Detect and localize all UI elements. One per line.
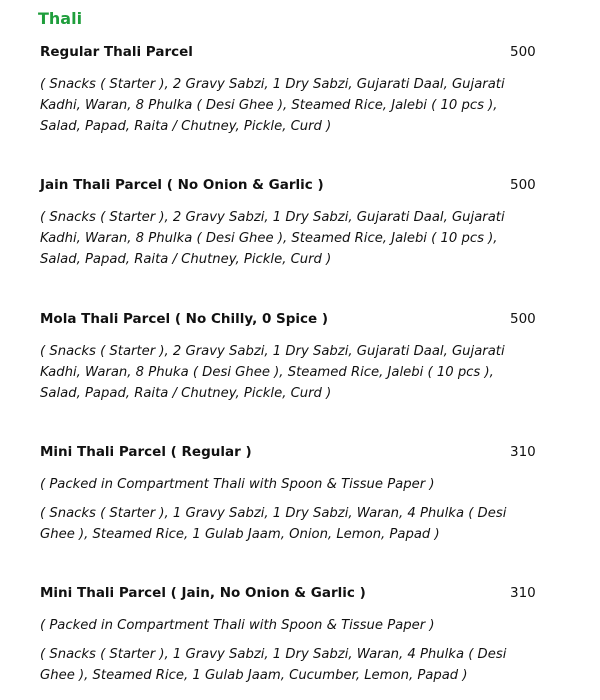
item-name: Jain Thali Parcel ( No Onion & Garlic ) — [40, 177, 324, 193]
menu-item-regular-thali — [38, 44, 578, 137]
menu-item-mini-thali-regular — [38, 444, 578, 545]
section-title: Thali — [38, 9, 83, 28]
item-description — [38, 644, 576, 686]
item-name: Regular Thali Parcel — [40, 44, 193, 60]
menu-item-header — [38, 44, 578, 66]
description-line: Ghee ), Steamed Rice, 1 Gulab Jaam, Onion, Lemon, Papad ) — [40, 527, 440, 542]
item-description — [38, 503, 576, 545]
description-line: Kadhi, Waran, 8 Phulka ( Desi Ghee ), Steamed Rice, Jalebi ( 10 pcs ), — [40, 98, 498, 113]
item-price: 500 — [510, 177, 536, 193]
description-line: ( Snacks ( Starter ), 1 Gravy Sabzi, 1 Dry Sabzi, Waran, 4 Phulka ( Desi — [40, 647, 507, 662]
description-line: ( Snacks ( Starter ), 2 Gravy Sabzi, 1 Dry Sabzi, Gujarati Daal, Gujarati — [40, 210, 505, 225]
description-line: ( Snacks ( Starter ), 2 Gravy Sabzi, 1 Dry Sabzi, Gujarati Daal, Gujarati — [40, 344, 505, 359]
menu-item-header — [38, 311, 578, 333]
menu-item-header — [38, 585, 578, 607]
description-line: Ghee ), Steamed Rice, 1 Gulab Jaam, Cucumber, Lemon, Papad ) — [40, 668, 468, 683]
item-price: 500 — [510, 44, 536, 60]
description-line: Salad, Papad, Raita / Chutney, Pickle, Curd ) — [40, 252, 332, 267]
description-line: ( Snacks ( Starter ), 1 Gravy Sabzi, 1 Dry Sabzi, Waran, 4 Phulka ( Desi — [40, 506, 507, 521]
description-line: ( Snacks ( Starter ), 2 Gravy Sabzi, 1 Dry Sabzi, Gujarati Daal, Gujarati — [40, 77, 505, 92]
menu-item-mini-thali-jain — [38, 585, 578, 686]
description-line: Salad, Papad, Raita / Chutney, Pickle, Curd ) — [40, 386, 332, 401]
menu-item-header — [38, 444, 578, 466]
menu-item-header — [38, 177, 578, 199]
menu-item-jain-thali — [38, 177, 578, 270]
description-line: Kadhi, Waran, 8 Phuka ( Desi Ghee ), Steamed Rice, Jalebi ( 10 pcs ), — [40, 365, 494, 380]
item-price: 310 — [510, 585, 536, 601]
item-name: Mola Thali Parcel ( No Chilly, 0 Spice ) — [40, 311, 329, 327]
item-description — [38, 207, 576, 270]
menu-item-mola-thali — [38, 311, 578, 404]
description-line: Salad, Papad, Raita / Chutney, Pickle, Curd ) — [40, 119, 332, 134]
item-price: 500 — [510, 311, 536, 327]
description-line: Kadhi, Waran, 8 Phulka ( Desi Ghee ), Steamed Rice, Jalebi ( 10 pcs ), — [40, 231, 498, 246]
item-packing-note: ( Packed in Compartment Thali with Spoon & Tissue Paper ) — [40, 477, 435, 492]
item-description — [38, 341, 576, 404]
item-packing-note: ( Packed in Compartment Thali with Spoon & Tissue Paper ) — [40, 618, 435, 633]
item-name: Mini Thali Parcel ( Jain, No Onion & Garlic ) — [40, 585, 366, 601]
item-name: Mini Thali Parcel ( Regular ) — [40, 444, 252, 460]
item-description — [38, 74, 576, 137]
item-price: 310 — [510, 444, 536, 460]
